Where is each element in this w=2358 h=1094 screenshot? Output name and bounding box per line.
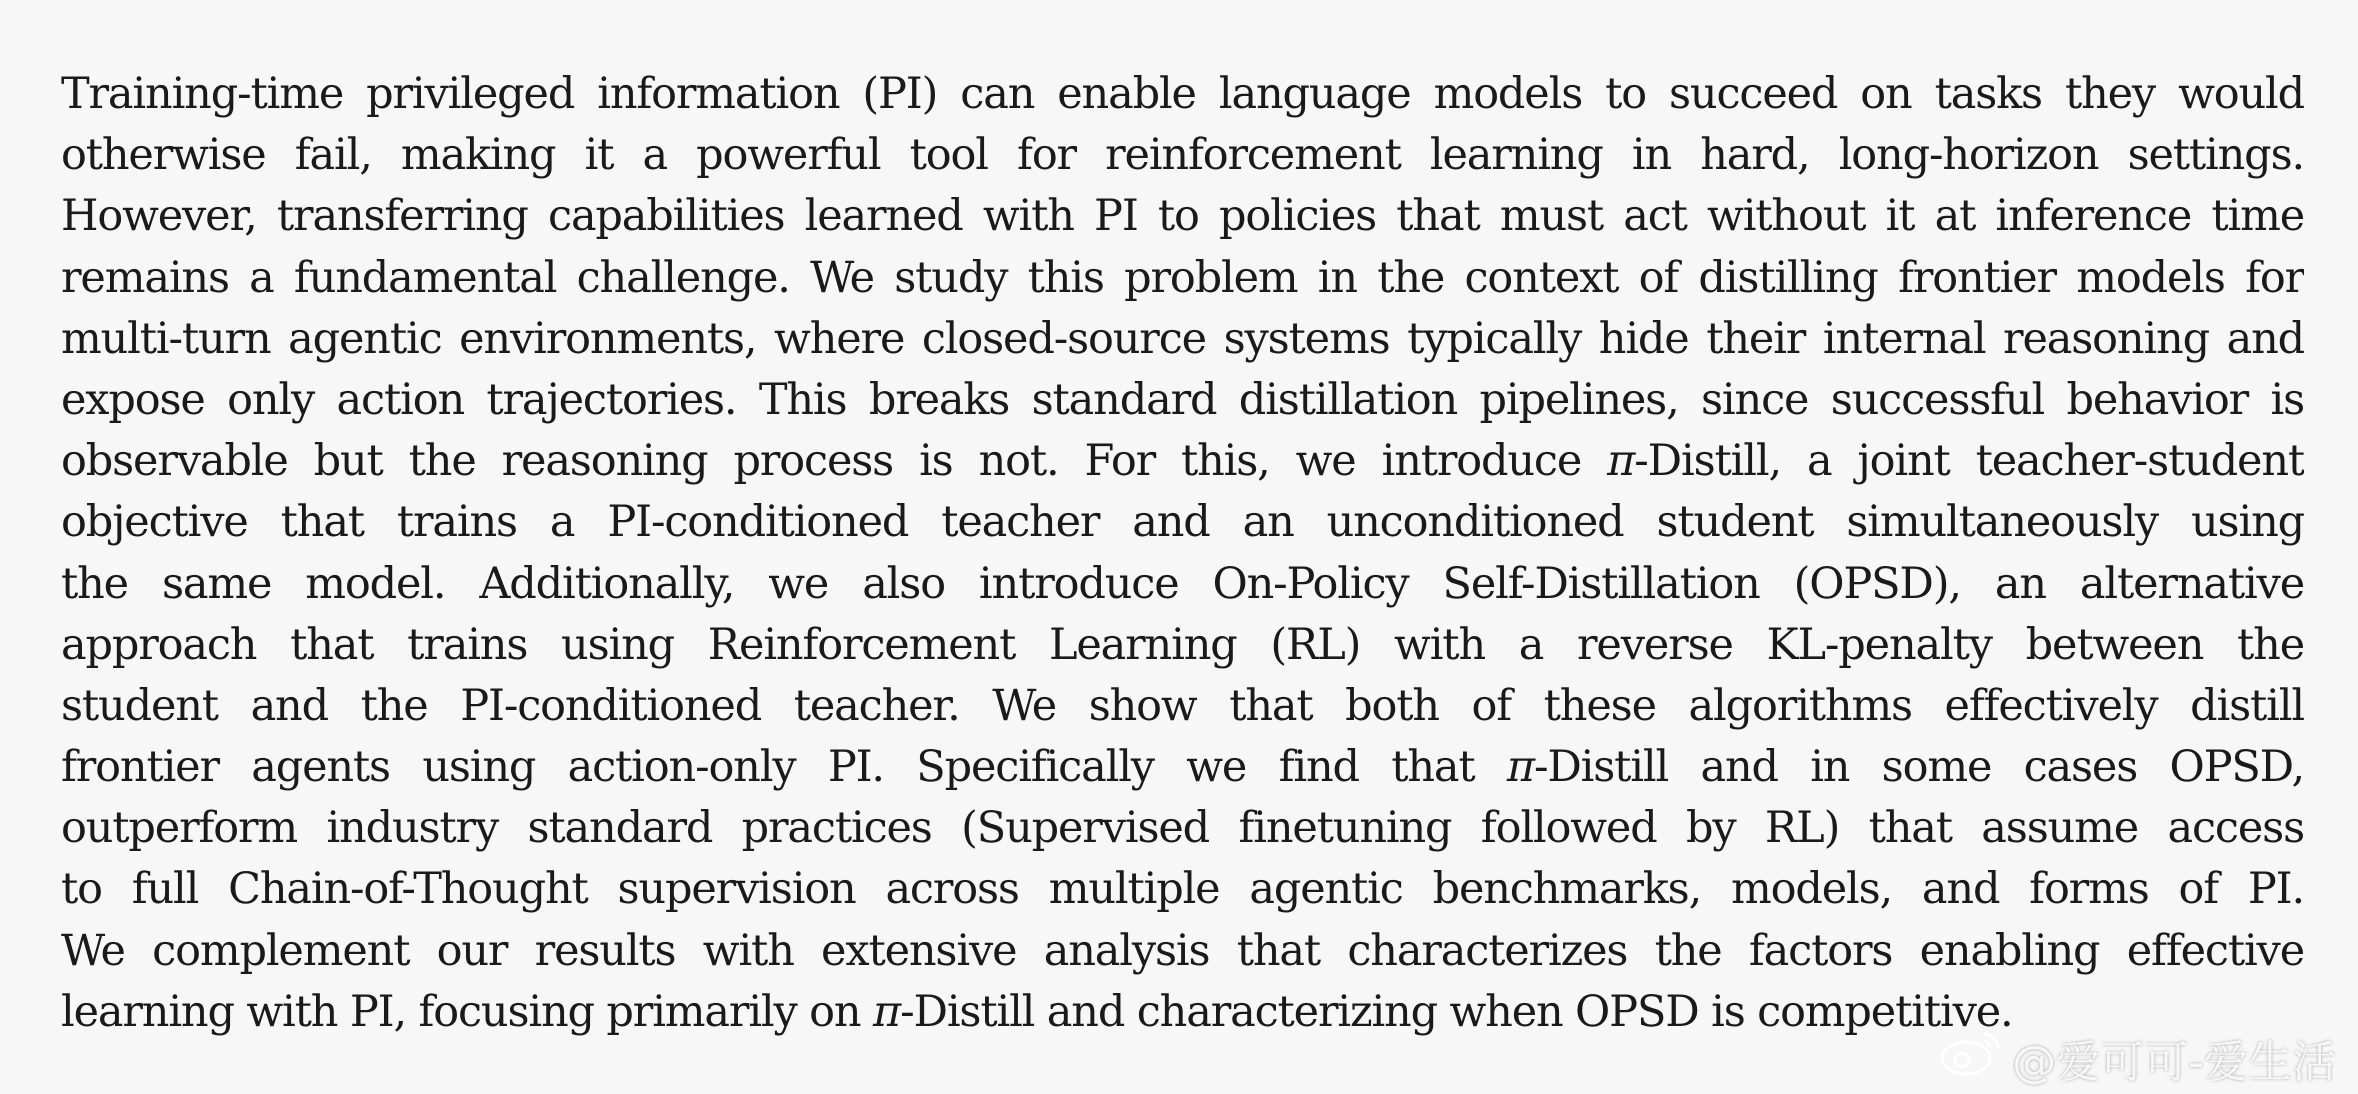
abstract-line-2: otherwise fail, making it a powerful tool for reinforcement learning in hard, long-horizon settings. [61,130,2304,181]
abstract-line-10: approach that trains using Reinforcement Learning (RL) with a reverse KL-penalty between the [61,619,2304,670]
abstract-line-16: learning with PI, focusing primarily on π-Distill and characterizing when OPSD is competitive. [61,986,2013,1037]
abstract-line-7: observable but the reasoning process is not. For this, we introduce π-Distill, a joint teacher-student [61,436,2304,487]
abstract-line-3: However, transferring capabilities learned with PI to policies that must act without it at inference time [61,191,2304,242]
abstract-line-11: student and the PI-conditioned teacher. We show that both of these algorithms effectively distill [61,680,2304,731]
abstract-line-15: We complement our results with extensive analysis that characterizes the factors enabling effective [61,925,2304,976]
abstract-line-9: the same model. Additionally, we also introduce On-Policy Self-Distillation (OPSD), an alternative [61,558,2304,609]
abstract-line-12: frontier agents using action-only PI. Specifically we find that π-Distill and in some cases OPSD, [61,742,2304,793]
abstract-line-1: Training-time privileged information (PI) can enable language models to succeed on tasks they would [61,69,2304,119]
abstract-line-4: remains a fundamental challenge. We study this problem in the context of distilling frontier models for [61,252,2304,303]
abstract-line-14: to full Chain-of-Thought supervision across multiple agentic benchmarks, models, and forms of PI. [61,864,2304,915]
abstract-line-13: outperform industry standard practices (Supervised finetuning followed by RL) that assume access [61,803,2304,854]
abstract-line-6: expose only action trajectories. This breaks standard distillation pipelines, since successful behavior is [61,374,2304,425]
abstract-line-8: objective that trains a PI-conditioned teacher and an unconditioned student simultaneously using [61,497,2304,548]
abstract-line-5: multi-turn agentic environments, where closed-source systems typically hide their internal reasoning and [61,313,2304,364]
watermark-text: @爱可可-爱生活 [2012,1037,2336,1088]
abstract-paragraph [61,64,2304,1043]
